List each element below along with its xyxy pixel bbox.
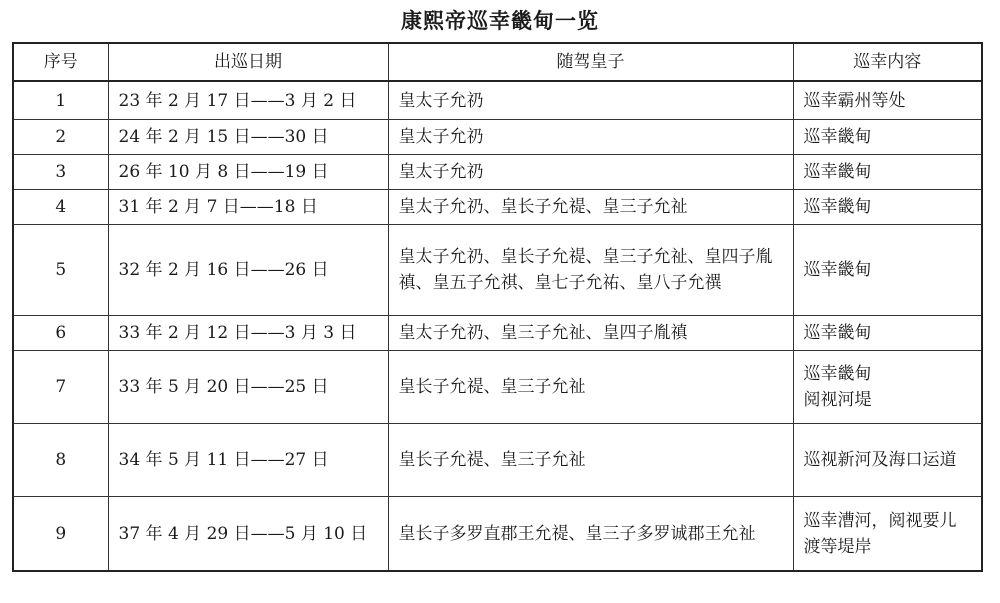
- row-princes: 皇长子允禔、皇三子允祉: [388, 351, 793, 424]
- row-number: 9: [13, 497, 108, 572]
- row-princes: 皇长子允禔、皇三子允祉: [388, 424, 793, 497]
- row-princes: 皇太子允礽: [388, 81, 793, 120]
- table-row: [13, 155, 982, 190]
- header-number: 序号: [13, 43, 108, 81]
- row-date: 32 年 2 月 16 日——26 日: [108, 225, 388, 316]
- row-date: 33 年 5 月 20 日——25 日: [108, 351, 388, 424]
- header-princes: 随驾皇子: [388, 43, 793, 81]
- table-row: [13, 497, 982, 572]
- row-content: 巡幸畿甸: [793, 316, 982, 351]
- row-number: 2: [13, 120, 108, 155]
- row-number: 4: [13, 190, 108, 225]
- table-row: [13, 81, 982, 120]
- row-princes: 皇太子允礽、皇长子允禔、皇三子允祉: [388, 190, 793, 225]
- row-princes: 皇长子多罗直郡王允禔、皇三子多罗诚郡王允祉: [388, 497, 793, 572]
- row-number: 3: [13, 155, 108, 190]
- row-date: 24 年 2 月 15 日——30 日: [108, 120, 388, 155]
- row-content: 巡幸漕河，阅视要儿渡等堤岸: [793, 497, 982, 572]
- row-number: 8: [13, 424, 108, 497]
- row-princes: 皇太子允礽: [388, 120, 793, 155]
- row-princes: 皇太子允礽: [388, 155, 793, 190]
- row-content: 巡幸霸州等处: [793, 81, 982, 120]
- row-content: 巡视新河及海口运道: [793, 424, 982, 497]
- header-row: [13, 43, 982, 81]
- row-number: 1: [13, 81, 108, 120]
- row-number: 5: [13, 225, 108, 316]
- row-date: 26 年 10 月 8 日——19 日: [108, 155, 388, 190]
- inspection-table: [12, 42, 983, 572]
- row-content: 巡幸畿甸 阅视河堤: [793, 351, 982, 424]
- row-number: 7: [13, 351, 108, 424]
- table-title: 康熙帝巡幸畿甸一览: [401, 9, 599, 33]
- header-content: 巡幸内容: [793, 43, 982, 81]
- table-row: [13, 190, 982, 225]
- row-date: 37 年 4 月 29 日——5 月 10 日: [108, 497, 388, 572]
- row-content: 巡幸畿甸: [793, 190, 982, 225]
- table-row: [13, 225, 982, 316]
- row-date: 34 年 5 月 11 日——27 日: [108, 424, 388, 497]
- table-row: [13, 120, 982, 155]
- row-number: 6: [13, 316, 108, 351]
- row-princes: 皇太子允礽、皇三子允祉、皇四子胤禛: [388, 316, 793, 351]
- table-row: [13, 316, 982, 351]
- row-princes: 皇太子允礽、皇长子允禔、皇三子允祉、皇四子胤禛、皇五子允祺、皇七子允祐、皇八子允禩: [388, 225, 793, 316]
- row-content: 巡幸畿甸: [793, 225, 982, 316]
- row-date: 33 年 2 月 12 日——3 月 3 日: [108, 316, 388, 351]
- row-content: 巡幸畿甸: [793, 155, 982, 190]
- table-row: [13, 424, 982, 497]
- header-date: 出巡日期: [108, 43, 388, 81]
- row-date: 31 年 2 月 7 日——18 日: [108, 190, 388, 225]
- row-date: 23 年 2 月 17 日——3 月 2 日: [108, 81, 388, 120]
- row-content: 巡幸畿甸: [793, 120, 982, 155]
- table-row: [13, 351, 982, 424]
